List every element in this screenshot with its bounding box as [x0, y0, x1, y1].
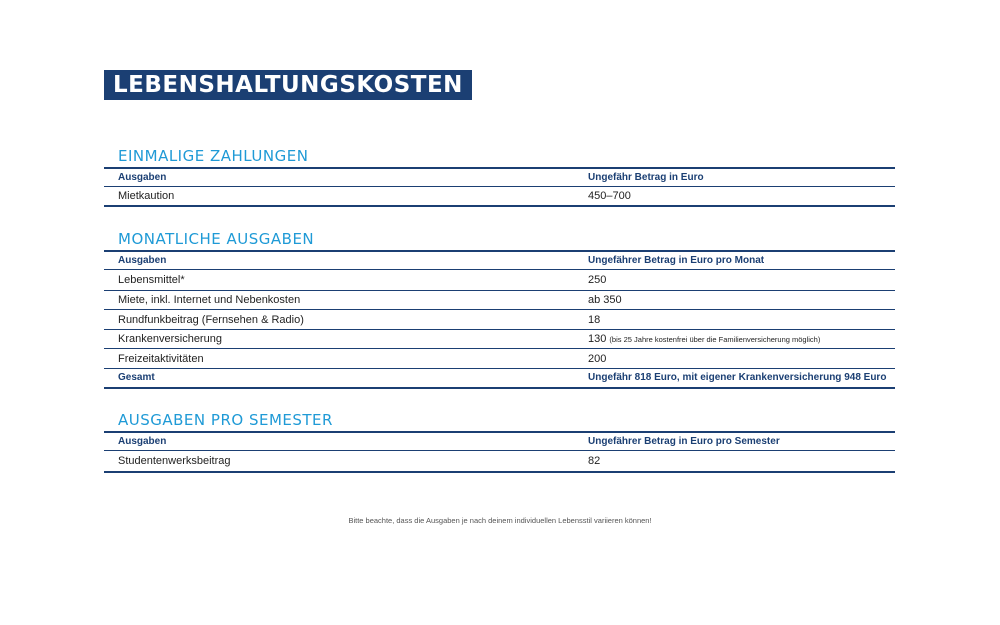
expense-name: Miete, inkl. Internet und Nebenkosten	[118, 294, 301, 306]
section-title: MONATLICHE AUSGABEN	[118, 230, 315, 248]
table-header-row	[104, 169, 895, 187]
total-label: Gesamt	[118, 372, 155, 383]
table-row	[104, 270, 895, 291]
expense-amount: 200	[588, 353, 607, 365]
section-monatliche-ausgaben	[104, 228, 895, 389]
expense-name: Mietkaution	[118, 190, 175, 202]
table-row	[104, 291, 895, 310]
column-header-ausgaben: Ausgaben	[118, 172, 167, 183]
table-header-row	[104, 433, 895, 451]
expense-name: Lebensmittel*	[118, 274, 185, 286]
expense-name: Rundfunkbeitrag (Fernsehen & Radio)	[118, 314, 304, 326]
table-row	[104, 330, 895, 349]
expense-amount: 82	[588, 455, 601, 467]
column-header-betrag: Ungefährer Betrag in Euro pro Semester	[588, 436, 780, 447]
expense-amount: 130	[588, 333, 607, 345]
table-row	[104, 349, 895, 369]
divider	[104, 471, 895, 473]
page-title: LEBENSHALTUNGSKOSTEN	[104, 70, 472, 100]
divider	[104, 387, 895, 389]
table-row	[104, 310, 895, 330]
section-title: AUSGABEN PRO SEMESTER	[118, 411, 333, 429]
divider	[104, 205, 895, 207]
expense-name: Krankenversicherung	[118, 333, 222, 345]
expense-amount: 250	[588, 274, 607, 286]
section-ausgaben-pro-semester	[104, 409, 895, 473]
expense-amount: 450–700	[588, 190, 631, 202]
total-row	[104, 369, 895, 387]
column-header-ausgaben: Ausgaben	[118, 436, 167, 447]
section-einmalige-zahlungen	[104, 145, 895, 207]
column-header-betrag: Ungefährer Betrag in Euro pro Monat	[588, 255, 765, 266]
column-header-betrag: Ungefähr Betrag in Euro	[588, 172, 704, 183]
section-title: EINMALIGE ZAHLUNGEN	[118, 147, 309, 165]
total-amount: Ungefähr 818 Euro, mit eigener Krankenversicherung 948 Euro	[588, 372, 887, 383]
expense-amount: ab 350	[588, 294, 622, 306]
expense-amount: 18	[588, 314, 601, 326]
expense-amount-cell	[588, 330, 820, 349]
expense-name: Studentenwerksbeitrag	[118, 455, 231, 467]
footer-note: Bitte beachte, dass die Ausgaben je nach deinem individuellen Lebensstil variieren können!	[348, 516, 652, 525]
table-header-row	[104, 252, 895, 270]
table-row	[104, 451, 895, 471]
expense-note: (bis 25 Jahre kostenfrei über die Familienversicherung möglich)	[609, 335, 821, 344]
table-row	[104, 187, 895, 205]
expense-name: Freizeitaktivitäten	[118, 353, 204, 365]
column-header-ausgaben: Ausgaben	[118, 255, 167, 266]
